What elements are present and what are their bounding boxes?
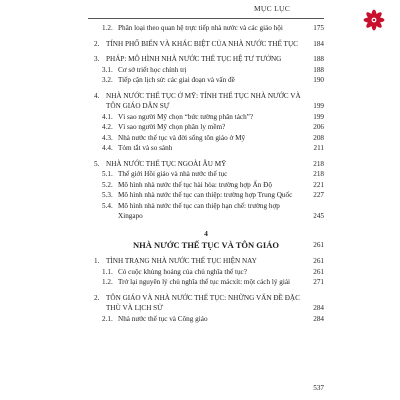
toc-entry-page: 218 [313,159,324,168]
toc-entry-number: 5.4. [102,201,113,210]
toc-entry-title: Nhà nước thế tục và đời sống tôn giáo ở Mỹ [118,133,246,142]
chapter-heading [88,229,324,252]
toc-entry-page: 284 [313,314,324,323]
toc-entry-number: 4.4. [102,144,113,152]
toc-entry-number: 3.1. [102,65,113,74]
toc-entry-title: PHÁP: MÔ HÌNH NHÀ NƯỚC THẾ TỤC HỆ TƯ TƯỞNG [106,55,282,63]
toc-entry [88,314,324,325]
toc-entry-page: 199 [313,112,324,121]
toc-entry-title: Tiếp cận lịch sử: các giai đoạn và vấn đề [118,76,235,84]
toc-entry-title: Vì sao người Mỹ chọn “bức tường phân tách”? [118,112,254,121]
toc-entry-title: TÌNH TRẠNG NHÀ NƯỚC THẾ TỤC HIỆN NAY [106,257,257,265]
toc-entry-title: Có cuộc khủng hoảng của chủ nghĩa thế tục? [118,267,247,276]
toc-entry [88,75,324,86]
toc-entry-page: 261 [313,267,324,276]
toc-entry-title: Mô hình nhà nước thế tục hài hòa: trường hợp Ấn Độ [118,180,272,189]
toc-entry-page: 221 [313,180,324,189]
toc-entry-page: 284 [313,304,324,312]
toc-entry-title: Phân loại theo quan hệ trực tiếp nhà nước và các giáo hội [118,24,283,32]
toc-entry [88,159,324,170]
toc-entry-number: 2.1. [102,314,113,323]
toc-entry [88,91,324,112]
toc-entry-page: 218 [313,170,324,178]
toc-entry-page: 190 [313,76,324,84]
toc-entry-title: NHÀ NƯỚC THẾ TỤC Ở MỸ: TÍNH THẾ TỤC NHÀ NƯỚC VÀ TÔN GIÁO DÂN SỰ [106,91,301,110]
toc-entry-number: 2. [94,39,100,48]
toc-entry-number: 3. [94,55,100,63]
page-number: 537 [313,384,324,392]
toc-entry [88,65,324,76]
toc-entry-number: 4.1. [102,112,113,121]
toc-entry [88,201,324,222]
toc-entry-title: Nhà nước thế tục và Công giáo [118,314,208,323]
toc-entry-number: 1.1. [102,267,113,276]
toc-entry-title: TÔN GIÁO VÀ NHÀ NƯỚC THẾ TỤC: NHỮNG VẤN ĐỀ ĐẶC THÙ VÀ LỊCH SỬ [106,293,300,312]
toc-entry [88,39,324,50]
chapter-title: NHÀ NƯỚC THẾ TỤC VÀ TÔN GIÁO [133,239,279,250]
toc-entry-number: 5.2. [102,180,113,189]
toc-entry [88,293,324,314]
header-rule [88,18,324,19]
toc-entry [88,122,324,133]
toc-entry [88,169,324,180]
toc-entry-number: 4.3. [102,133,113,142]
toc-entry-page: 227 [313,191,324,199]
toc-entry [88,180,324,191]
toc-entry-page: 211 [313,144,324,152]
toc-entry [88,256,324,267]
toc-section-part2 [88,256,324,324]
toc-entry-number: 4.2. [102,123,113,131]
toc-entry [88,277,324,288]
toc-entry [88,143,324,154]
toc-entry-page: 261 [313,257,324,265]
toc-entry [88,112,324,123]
toc-entry-number: 1.2. [102,24,113,32]
toc-entry [88,133,324,144]
toc-entry-title: TÍNH PHỔ BIẾN VÀ KHÁC BIỆT CỦA NHÀ NƯỚC THẾ TỤC [106,39,298,48]
toc-entry-title: Cơ sở triết học chính trị [118,65,187,74]
toc-entry-page: 188 [313,65,324,74]
toc-entry-page: 208 [313,133,324,142]
toc-entry-number: 5. [94,159,100,168]
toc-entry-title: Tóm tắt và so sánh [118,144,173,152]
toc-section-part1 [88,23,324,222]
running-header-title: MỤC LỤC [253,4,291,13]
toc-entry [88,267,324,278]
toc-entry-title: Thế giới Hồi giáo và nhà nước thế tục [118,170,228,178]
toc-entry-number: 4. [94,91,100,100]
toc-entry-page: 188 [313,55,324,63]
toc-entry-number: 1. [94,257,100,265]
toc-entry-page: 175 [313,24,324,32]
toc-entry-title: NHÀ NƯỚC THẾ TỤC NGOÀI ÂU MỸ [106,159,227,168]
toc-entry-page: 184 [313,39,324,48]
toc-entry [88,54,324,65]
toc-entry-number: 1.2. [102,278,113,286]
chapter-page: 261 [313,240,324,249]
toc-entry-number: 2. [94,293,100,302]
toc-entry-page: 271 [313,278,324,286]
toc-entry-title: Mô hình nhà nước thế tục can thiệp: trường hợp Trung Quốc [118,191,293,199]
toc-entry-title: Mô hình nhà nước thế tục can thiệp hạn chế: trường hợp Xingapo [118,201,280,220]
toc-entry [88,23,324,34]
red-flower-emblem-icon [362,8,386,32]
toc-entry-title: Trở lại nguyên lý chủ nghĩa thế tục mácxít: một cách lý giải [118,278,291,286]
toc-entry-number: 3.2. [102,76,113,84]
toc-entry-number: 5.3. [102,191,113,199]
toc-entry-page: 245 [313,212,324,220]
table-of-contents [88,20,324,324]
toc-entry-title: Vì sao người Mỹ chọn phân ly mềm? [118,123,226,131]
toc-entry-number: 5.1. [102,170,113,178]
chapter-number: 4 [204,228,208,238]
toc-entry-page: 206 [313,123,324,131]
toc-entry-page: 199 [313,102,324,110]
toc-entry [88,190,324,201]
